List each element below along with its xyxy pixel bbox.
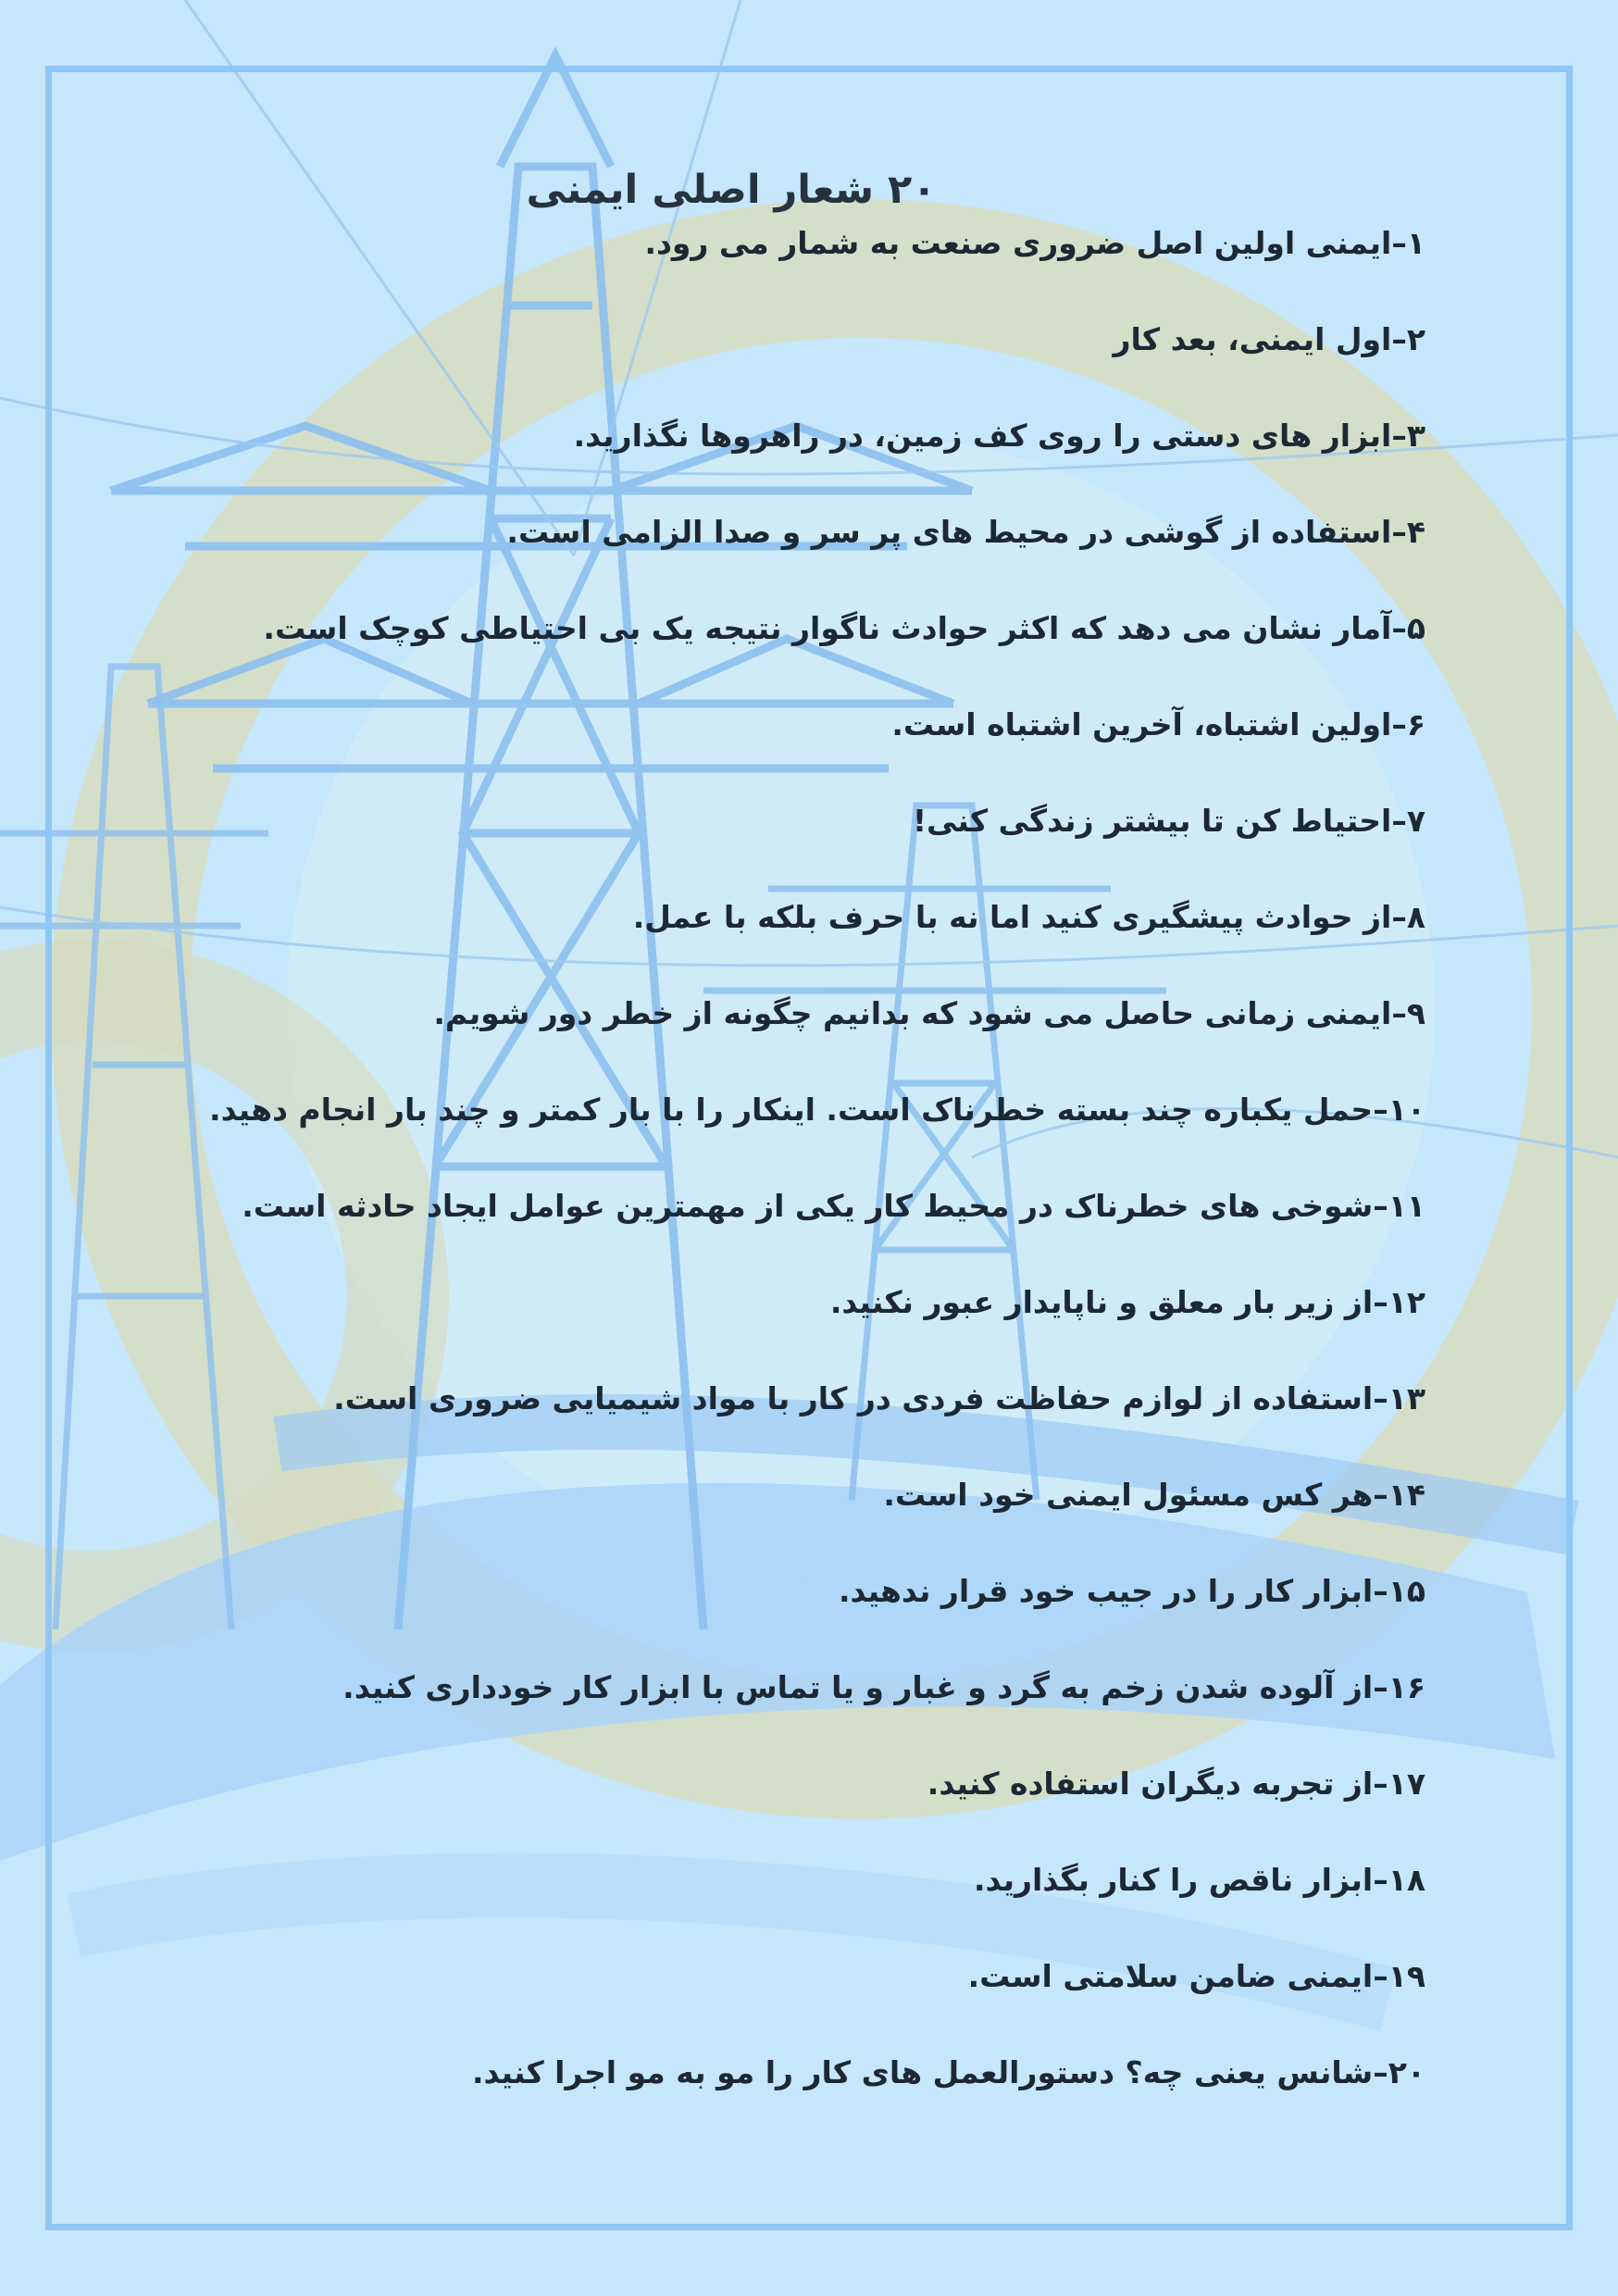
slogan-item-17: ۱۷–از تجربه دیگران استفاده کنید. bbox=[927, 1766, 1425, 1802]
slogan-item-19: ۱۹–ایمنی ضامن سلامتی است. bbox=[967, 1958, 1425, 1994]
document-body bbox=[209, 157, 1425, 2148]
slogan-item-1: ۱–ایمنی اولین اصل ضروری صنعت به شمار می رود. bbox=[644, 225, 1425, 261]
slogan-item-16: ۱۶–از آلوده شدن زخم به گرد و غبار و یا تماس با ابزار کار خودداری کنید. bbox=[342, 1669, 1425, 1705]
slogan-list bbox=[209, 222, 1425, 2148]
slogan-item-13: ۱۳–استفاده از لوازم حفاظت فردی در کار با مواد شیمیایی ضروری است. bbox=[333, 1380, 1425, 1416]
slogan-item-18: ۱۸–ابزار ناقص را کنار بگذارید. bbox=[973, 1862, 1425, 1898]
slogan-item-10: ۱۰–حمل یکباره چند بسته خطرناک است. اینکار را با بار کمتر و چند بار انجام دهید. bbox=[209, 1092, 1425, 1128]
slogan-item-4: ۴–استفاده از گوشی در محیط های پر سر و صدا الزامی است. bbox=[506, 514, 1425, 550]
slogan-item-6: ۶–اولین اشتباه، آخرین اشتباه است. bbox=[891, 706, 1425, 742]
slogan-item-14: ۱۴–هر کس مسئول ایمنی خود است. bbox=[883, 1477, 1425, 1513]
slogan-item-8: ۸–از حوادث پیشگیری کنید اما نه با حرف بلکه با عمل. bbox=[632, 899, 1425, 935]
slogan-item-2: ۲–اول ایمنی، بعد کار bbox=[1113, 321, 1425, 357]
slogan-item-15: ۱۵–ابزار کار را در جیب خود قرار ندهید. bbox=[838, 1573, 1425, 1609]
slogan-item-20: ۲۰–شانس یعنی چه؟ دستورالعمل های کار را مو به مو اجرا کنید. bbox=[471, 2054, 1425, 2090]
slogan-item-3: ۳–ابزار های دستی را روی کف زمین، در راهروها نگذارید. bbox=[573, 418, 1425, 454]
slogan-item-7: ۷–احتیاط کن تا بیشتر زندگی کنی! bbox=[912, 803, 1425, 839]
slogan-item-9: ۹–ایمنی زمانی حاصل می شود که بدانیم چگونه از خطر دور شویم. bbox=[433, 995, 1425, 1031]
document-title: ۲۰ شعار اصلی ایمنی bbox=[526, 167, 937, 213]
slogan-item-11: ۱۱–شوخی های خطرناک در محیط کار یکی از مهمترین عوامل ایجاد حادثه است. bbox=[242, 1188, 1425, 1224]
slogan-item-12: ۱۲–از زیر بار معلق و ناپایدار عبور نکنید. bbox=[829, 1284, 1425, 1320]
slogan-item-5: ۵–آمار نشان می دهد که اکثر حوادث ناگوار نتیجه یک بی احتیاطی کوچک است. bbox=[263, 610, 1425, 646]
